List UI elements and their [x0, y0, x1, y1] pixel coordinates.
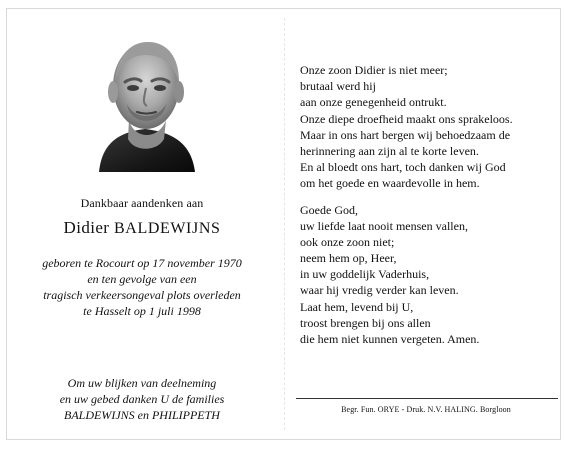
thanks-line: Om uw blijken van deelneming [67, 376, 217, 390]
printer-divider [296, 398, 558, 399]
family-thanks [0, 375, 284, 423]
death-line: te Hasselt op 1 juli 1998 [83, 304, 201, 318]
thanks-line: en uw gebed danken U de families [59, 392, 225, 406]
poem-line: ook onze zoon niet; [300, 234, 395, 249]
remembrance-heading: Dankbaar aandenken aan [80, 196, 204, 210]
poem-line: aan onze genegenheid ontrukt. [300, 95, 447, 110]
memorial-text [300, 62, 560, 347]
poem-line: Goede God, [300, 202, 358, 217]
stanza-gap [300, 192, 560, 202]
right-panel [284, 0, 568, 450]
birth-line: geboren te Rocourt op 17 november 1970 [42, 256, 242, 270]
poem-line: neem hem op, Heer, [300, 251, 397, 266]
printer-credit: Begr. Fun. ORYE - Druk. N.V. HALING. Borgloon [341, 405, 511, 414]
life-details [0, 255, 284, 319]
poem-line: herinnering aan zijn al te korte leven. [300, 143, 479, 158]
portrait-photo [82, 28, 210, 172]
portrait-photo-illustration [82, 28, 210, 172]
poem-line: troost brengen bij ons allen [300, 315, 431, 330]
last-name: BALDEWIJNS [114, 220, 221, 237]
poem-line: in uw goddelijk Vaderhuis, [300, 267, 430, 282]
poem-line: waar hij vredig verder kan leven. [300, 283, 459, 298]
poem-line: uw liefde laat nooit mensen vallen, [300, 218, 468, 233]
poem-line: Maar in ons hart bergen wij behoedzaam de [300, 127, 511, 142]
poem-line: brutaal werd hij [300, 79, 376, 94]
poem-line: Onze diepe droefheid maakt ons sprakeloos. [300, 111, 513, 126]
families-line: BALDEWIJNS en PHILIPPETH [64, 408, 220, 422]
poem-line: En al bloedt ons hart, toch danken wij God [300, 160, 506, 175]
poem-line: die hem niet kunnen vergeten. Amen. [300, 332, 480, 346]
deceased-name [0, 218, 284, 238]
poem-line: Laat hem, levend bij U, [300, 299, 414, 314]
poem-line: om het goede en waardevolle in hem. [300, 176, 480, 191]
poem-line: Onze zoon Didier is niet meer; [300, 63, 448, 77]
accident-line: tragisch verkeersongeval plots overleden [43, 288, 241, 302]
first-name: Didier [63, 218, 110, 237]
death-context-line: en ten gevolge van een [87, 272, 197, 286]
